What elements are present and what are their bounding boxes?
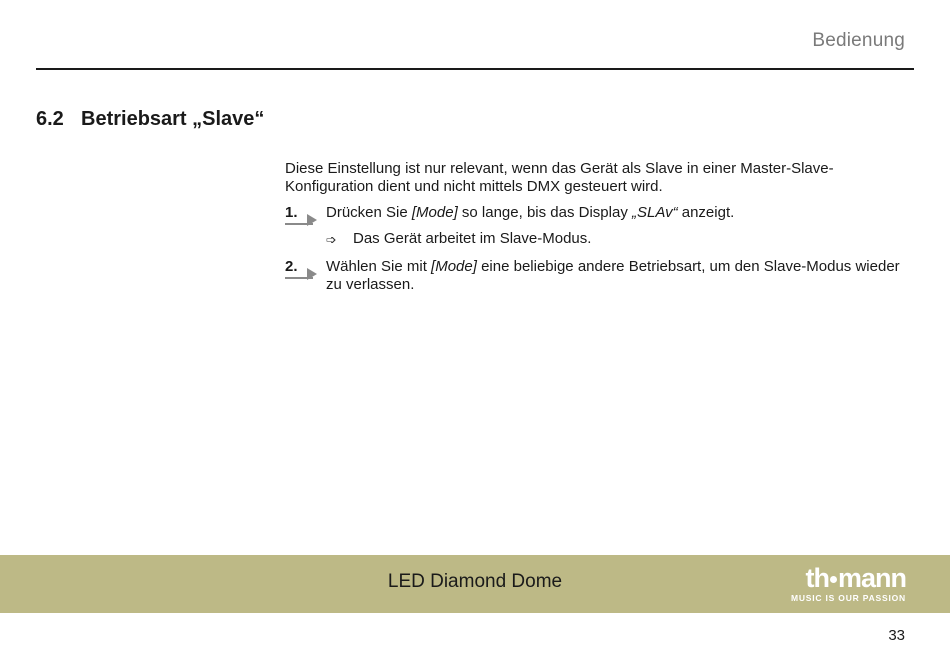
section-heading bbox=[36, 108, 264, 131]
section-number: 6.2 bbox=[36, 108, 64, 130]
section-title: Betriebsart „Slave“ bbox=[81, 108, 265, 130]
step-text: so lange, bis das Display bbox=[457, 204, 632, 221]
step-number-label: 2. bbox=[285, 258, 298, 275]
step-text: Drücken Sie bbox=[326, 204, 412, 221]
display-value: „SLAv“ bbox=[632, 204, 678, 221]
header-title: Bedienung bbox=[812, 30, 905, 51]
step-number-1 bbox=[285, 204, 319, 224]
step-arrowhead-icon bbox=[307, 268, 317, 280]
logo-wordmark: th mann bbox=[805, 563, 906, 593]
step-number-2 bbox=[285, 258, 319, 278]
mode-key-label: [Mode] bbox=[411, 204, 458, 221]
logo-tagline: MUSIC IS OUR PASSION bbox=[790, 593, 906, 603]
intro-paragraph: Diese Einstellung ist nur relevant, wenn das Gerät als Slave in einer Master-Slave-Konfiguration dient und nicht mittels DMX gesteuert wird. bbox=[285, 160, 834, 195]
footer-band bbox=[0, 555, 950, 613]
step-2 bbox=[285, 258, 915, 294]
step-text: anzeigt. bbox=[677, 204, 735, 221]
mode-key-label: [Mode] bbox=[431, 258, 477, 275]
header-divider bbox=[36, 68, 914, 70]
thomann-logo bbox=[791, 565, 906, 603]
logo-dot-icon bbox=[830, 576, 837, 583]
step-arrowhead-icon bbox=[307, 214, 317, 226]
step-1-result bbox=[285, 230, 915, 248]
step-1 bbox=[285, 204, 915, 222]
result-text: Das Gerät arbeitet im Slave-Modus. bbox=[353, 230, 592, 247]
step-text: eine beliebige andere Betriebsart, um den Slave-Modus wieder zu verlassen. bbox=[326, 258, 900, 293]
step-number-label: 1. bbox=[285, 204, 298, 221]
step-text: Wählen Sie mit bbox=[326, 258, 432, 275]
result-arrow-icon: ➩ bbox=[326, 232, 337, 247]
page-number: 33 bbox=[888, 627, 905, 644]
product-name: LED Diamond Dome bbox=[387, 571, 563, 592]
content-body bbox=[285, 160, 915, 302]
